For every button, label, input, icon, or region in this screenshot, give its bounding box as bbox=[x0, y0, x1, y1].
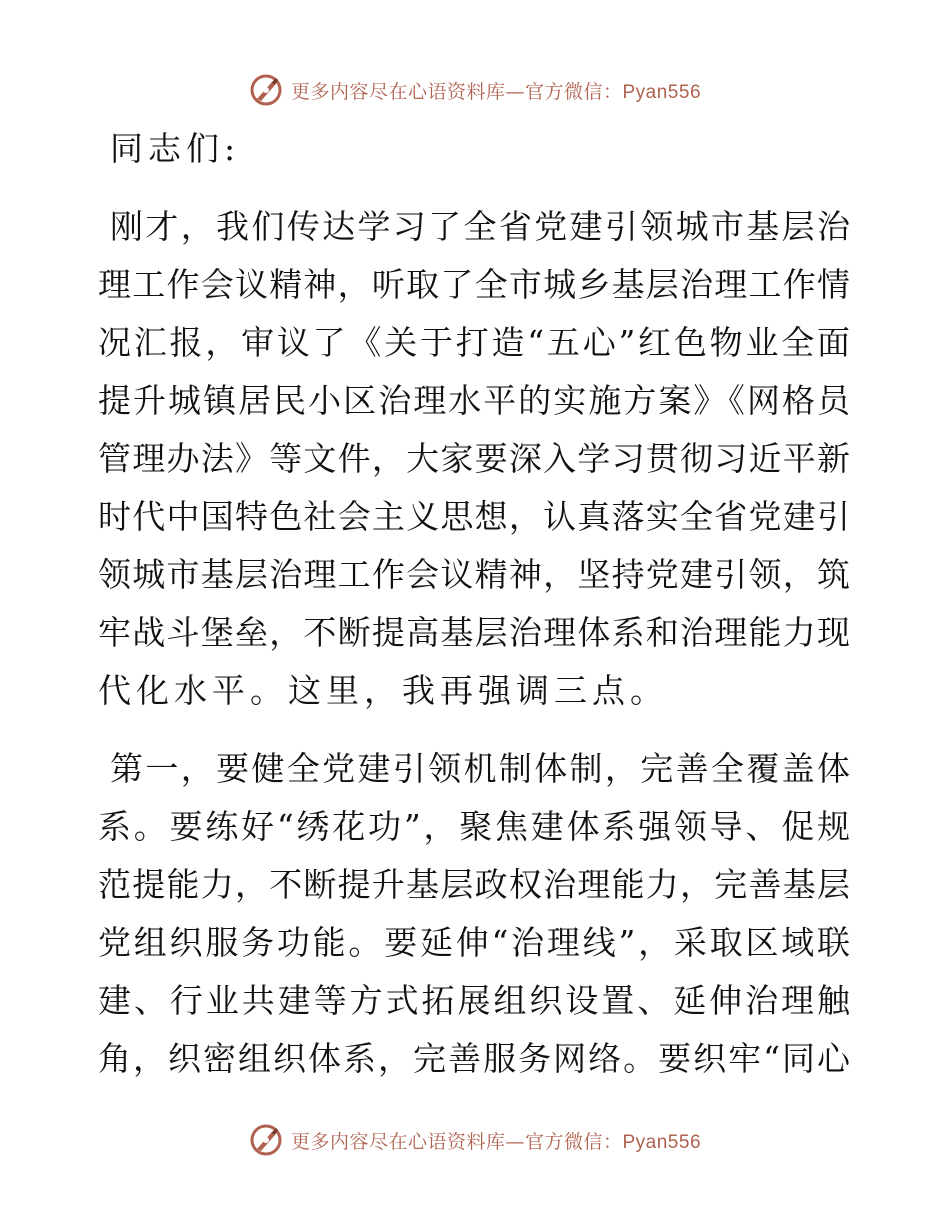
paragraph-line: 理工作会议精神，听取了全市城乡基层治理工作情 bbox=[98, 265, 850, 304]
paragraph-2 bbox=[98, 740, 850, 1088]
watermark-top bbox=[0, 68, 950, 112]
paragraph-line: 党组织服务功能。要延伸“治理线”，采取区域联 bbox=[98, 923, 850, 962]
watermark-text: 更多内容尽在心语资料库—官方微信：Pyan556 bbox=[290, 80, 702, 103]
watermark-text: 更多内容尽在心语资料库—官方微信：Pyan556 bbox=[290, 1130, 702, 1153]
paragraph-line: 牢战斗堡垒，不断提高基层治理体系和治理能力现 bbox=[98, 613, 850, 652]
paragraph-line: 建、行业共建等方式拓展组织设置、延伸治理触 bbox=[98, 981, 850, 1020]
paragraph-line: 领城市基层治理工作会议精神，坚持党建引领，筑 bbox=[98, 555, 850, 594]
paragraph-line: 刚才，我们传达学习了全省党建引领城市基层治 bbox=[110, 207, 850, 246]
paragraph-line: 管理办法》等文件，大家要深入学习贯彻习近平新 bbox=[98, 439, 850, 478]
paragraph-1 bbox=[98, 198, 850, 720]
paragraph-line: 提升城镇居民小区治理水平的实施方案》《网格员 bbox=[98, 381, 850, 420]
paragraph-line: 角，织密组织体系，完善服务网络。要织牢“同心 bbox=[98, 1039, 850, 1078]
paragraph-line: 况汇报，审议了《关于打造“五心”红色物业全面 bbox=[98, 323, 850, 362]
pen-logo-icon bbox=[249, 73, 283, 107]
pen-logo-icon bbox=[249, 1123, 283, 1157]
salutation: 同志们: bbox=[110, 129, 241, 168]
paragraph-line: 代化水平。这里，我再强调三点。 bbox=[98, 671, 668, 710]
watermark-bottom bbox=[0, 1118, 950, 1162]
paragraph-line: 第一，要健全党建引领机制体制，完善全覆盖体 bbox=[110, 749, 850, 788]
paragraph-line: 系。要练好“绣花功”，聚焦建体系强领导、促规 bbox=[98, 807, 850, 846]
document-body bbox=[98, 120, 850, 1088]
paragraph-line: 范提能力，不断提升基层政权治理能力，完善基层 bbox=[98, 865, 850, 904]
paragraph-line: 时代中国特色社会主义思想，认真落实全省党建引 bbox=[98, 497, 850, 536]
